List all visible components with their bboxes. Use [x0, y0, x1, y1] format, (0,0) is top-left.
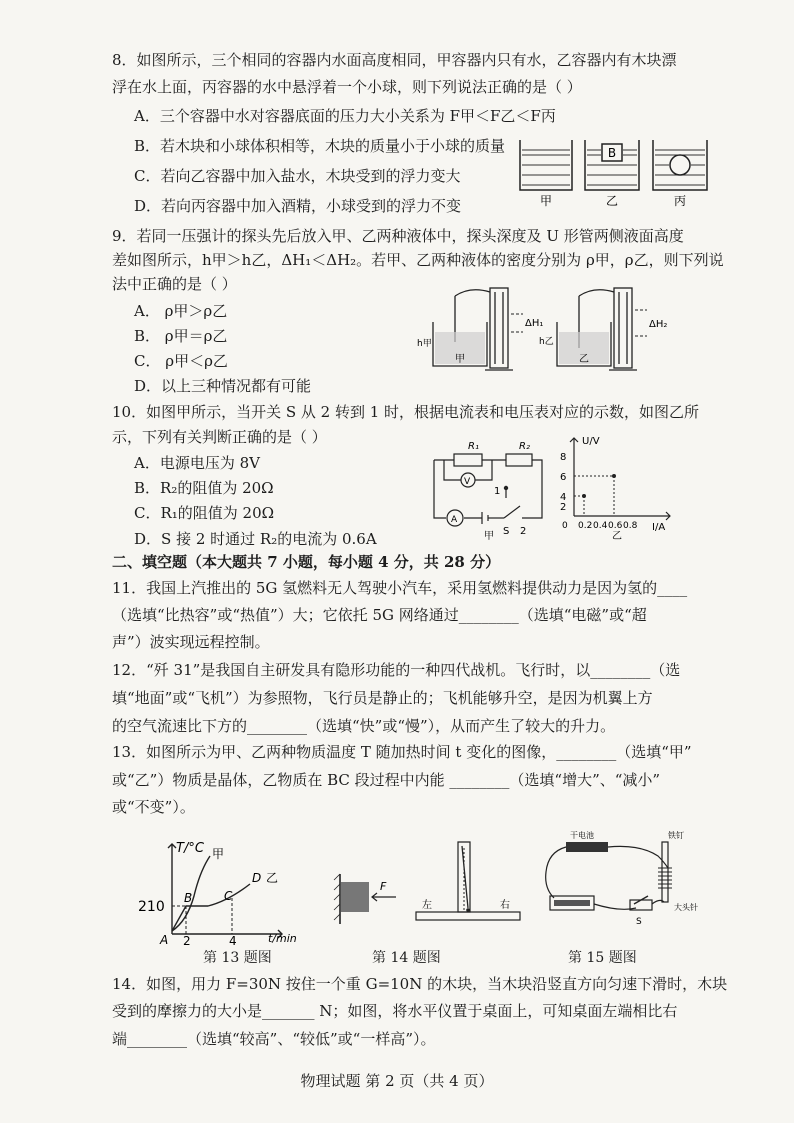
- q10-line-2: 示，下列有关判断正确的是（ ）: [112, 428, 327, 446]
- data-point-high: [612, 474, 616, 478]
- xtick-02: 0.2: [578, 521, 593, 531]
- q10-circuit-figure: [428, 436, 548, 540]
- section-title: 二、填空题（本大题共 7 小题，每小题 4 分，共 28 分）: [112, 553, 501, 571]
- fig13-ytick: 210: [138, 899, 165, 915]
- voltmeter-label: V: [464, 477, 471, 487]
- h-jia-label: h甲: [417, 339, 432, 349]
- fig13-caption: 第 13 题图: [203, 950, 272, 966]
- q8-line-2: 浮在水上面，丙容器的水中悬浮着一个小球，则下列说法正确的是（ ）: [112, 78, 582, 96]
- q11-line-1: 11．我国上汽推出的 5G 氢燃料无人驾驶小汽车，采用氢燃料提供动力是因为氢的____: [112, 579, 688, 597]
- fig13-temperature-graph: [132, 836, 310, 946]
- wood-block: [341, 882, 369, 912]
- xtick-04: 0.4: [593, 521, 608, 531]
- q14-line-3: 端________（选填“较高”、“较低”或“一样高”）。: [112, 1030, 436, 1048]
- switch-label: S: [503, 526, 510, 537]
- floating-ball: [670, 155, 690, 175]
- point-b: B: [184, 891, 193, 905]
- r1-label: R₁: [468, 441, 479, 452]
- force-label: F: [380, 880, 387, 893]
- circuit-caption: 甲: [484, 531, 494, 540]
- q10-ui-chart: [552, 432, 682, 540]
- q10-option-a: A．电源电压为 8V: [134, 454, 260, 472]
- chart-xlabel: I/A: [652, 522, 666, 533]
- q14-line-2: 受到的摩擦力的大小是_______ N；如图，将水平仪置于桌面上，可知桌面左端相比右: [112, 1002, 678, 1020]
- fig13-xtick-4: 4: [229, 934, 237, 946]
- series-jia: 甲: [212, 847, 225, 861]
- delta-h2-label: ΔH₂: [649, 319, 668, 330]
- container-bing-label: 丙: [673, 194, 687, 208]
- fig13-ylabel: T/°C: [176, 841, 204, 856]
- iron-nail-label: 铁钉: [668, 831, 684, 840]
- q8-option-b: B．若木块和小球体积相等，木块的质量小于小球的质量: [134, 137, 506, 155]
- q8-option-a: A．三个容器中水对容器底面的压力大小关系为 F甲＜F乙＜F丙: [134, 107, 556, 125]
- q8-line-1: 8．如图所示，三个相同的容器内水面高度相同，甲容器内只有水，乙容器内有木块漂: [112, 51, 677, 69]
- q10-option-d: D．S 接 2 时通过 R₂的电流为 0.6A: [134, 530, 377, 548]
- battery-label: 干电池: [570, 831, 594, 840]
- block-label: B: [607, 146, 617, 160]
- r2-label: R₂: [519, 441, 530, 452]
- delta-h1-label: ΔH₁: [525, 318, 544, 329]
- q9-line-2: 差如图所示，h甲＞h乙，ΔH₁＜ΔH₂。若甲、乙两种液体的密度分别为 ρ甲，ρ乙，则下列说: [112, 251, 724, 269]
- q12-line-2: 填“地面”或“飞机”）为参照物，飞行员是静止的；飞机能够升空，是因为机翼上方: [112, 689, 653, 707]
- q9-line-3: 法中正确的是（ ）: [112, 275, 237, 293]
- ammeter-label: A: [451, 515, 458, 525]
- liquid-yi-label: 乙: [579, 354, 589, 365]
- ytick-8: 8: [560, 452, 567, 463]
- q12-line-3: 的空气流速比下方的________（选填“快”或“慢”），从而产生了较大的升力。: [112, 717, 616, 735]
- switch-s-label: S: [636, 917, 642, 927]
- q9-pressure-gauge-figure: [415, 284, 695, 376]
- q12-line-1: 12．“歼 31”是我国自主研发具有隐形功能的一种四代战机。飞行时，以________（选: [112, 661, 681, 679]
- fig14-block-and-level: [330, 836, 530, 936]
- q13-line-3: 或“不变”）。: [112, 798, 195, 816]
- pin-label: 大头针: [674, 903, 698, 912]
- left-label: 左: [422, 900, 432, 911]
- xtick-08: 0.8: [623, 521, 638, 531]
- ytick-4: 4: [560, 492, 567, 503]
- container-yi-label: 乙: [605, 194, 619, 208]
- ytick-6: 6: [560, 472, 567, 483]
- q8-containers-figure: [515, 135, 715, 213]
- q11-line-3: 声”）波实现远程控制。: [112, 633, 270, 651]
- ytick-2: 2: [560, 502, 567, 513]
- fig13-xtick-2: 2: [183, 934, 191, 946]
- fig15-electromagnet-photo: [540, 828, 700, 938]
- point-a: A: [160, 933, 169, 946]
- q13-line-1: 13．如图所示为甲、乙两种物质温度 T 随加热时间 t 变化的图像，________（选填“甲”: [112, 743, 692, 761]
- xtick-0: 0: [562, 521, 568, 531]
- point-d: D: [252, 871, 262, 885]
- right-label: 右: [500, 900, 510, 911]
- h-yi-label: h乙: [539, 337, 554, 347]
- fig13-xlabel: t/min: [268, 932, 297, 945]
- page-footer: 物理试题 第 2 页（共 4 页）: [300, 1072, 494, 1090]
- series-yi: 乙: [266, 871, 279, 885]
- chart-ylabel: U/V: [582, 436, 600, 447]
- table-surface: [416, 912, 520, 920]
- container-jia-label: 甲: [539, 194, 553, 208]
- q10-line-1: 10．如图甲所示，当开关 S 从 2 转到 1 时，根据电流表和电压表对应的示数，如图乙所: [112, 403, 700, 421]
- switch-terminal-2: 2: [520, 526, 527, 537]
- battery-box: [566, 842, 608, 852]
- switch-terminal-1: 1: [494, 486, 501, 497]
- liquid-jia-label: 甲: [455, 354, 465, 365]
- q8-option-c: C．若向乙容器中加入盐水，木块受到的浮力变大: [134, 167, 461, 185]
- fig15-caption: 第 15 题图: [568, 950, 637, 966]
- q11-line-2: （选填“比热容”或“热值”）大；它依托 5G 网络通过________（选填“电磁”或“超: [112, 606, 647, 624]
- q9-option-d: D．以上三种情况都有可能: [134, 377, 312, 395]
- q9-option-a: A． ρ甲＞ρ乙: [134, 302, 228, 320]
- fig14-caption: 第 14 题图: [372, 950, 441, 966]
- q10-option-c: C．R₁的阻值为 20Ω: [134, 504, 275, 522]
- xtick-06: 0.6: [608, 521, 623, 531]
- q9-option-c: C． ρ甲＜ρ乙: [134, 352, 228, 370]
- point-c: C: [224, 889, 233, 903]
- q9-line-1: 9．若同一压强计的探头先后放入甲、乙两种液体中，探头深度及 U 形管两侧液面高度: [112, 227, 684, 245]
- q9-option-b: B． ρ甲＝ρ乙: [134, 327, 228, 345]
- q10-option-b: B．R₂的阻值为 20Ω: [134, 479, 274, 497]
- q14-line-1: 14．如图，用力 F=30N 按住一个重 G=10N 的木块，当木块沿竖直方向匀速下滑时，木块: [112, 975, 728, 993]
- q13-line-2: 或“乙”）物质是晶体，乙物质在 BC 段过程中内能 ________（选填“增大”、“减小”: [112, 771, 661, 789]
- q8-option-d: D．若向丙容器中加入酒精，小球受到的浮力不变: [134, 197, 462, 215]
- chart-caption: 乙: [612, 531, 622, 540]
- data-point-low: [582, 494, 586, 498]
